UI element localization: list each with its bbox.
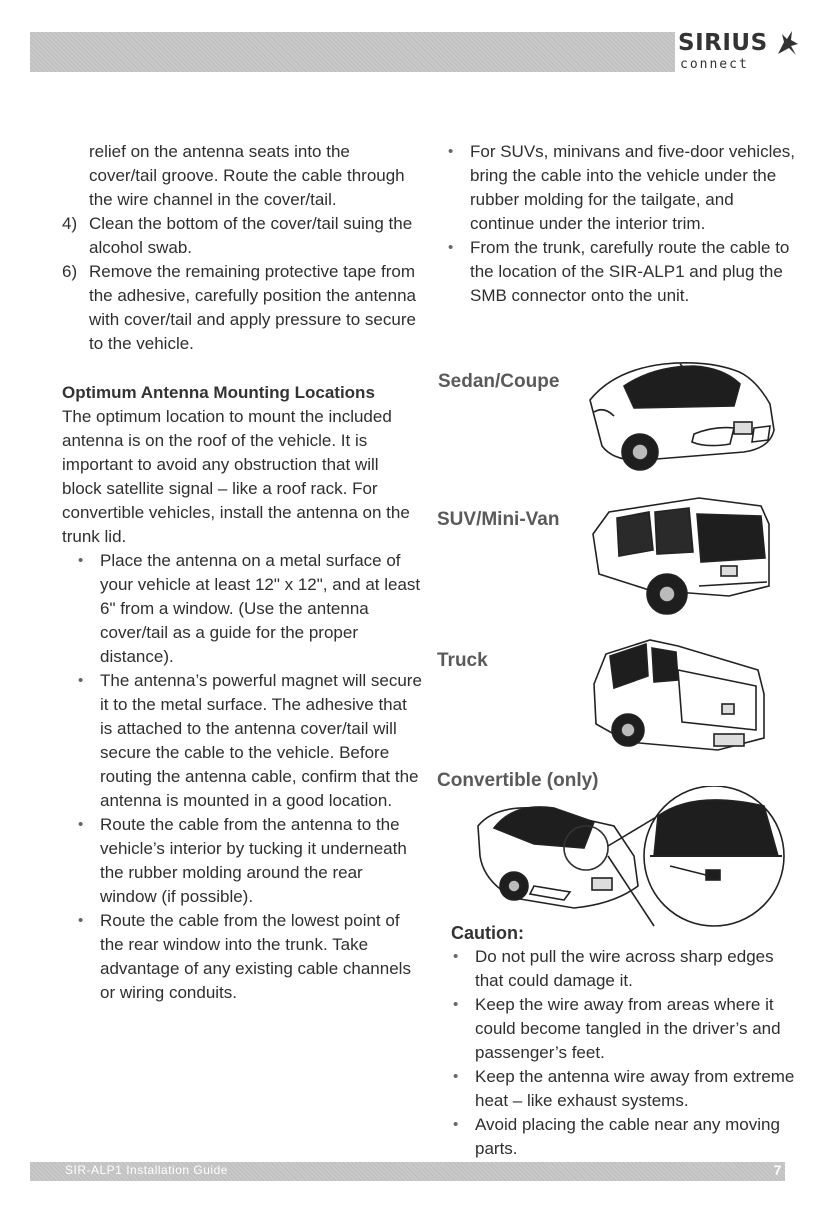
- caution-box: [451, 921, 796, 1161]
- bullet-item: • From the trunk, carefully route the cable to the location of the SIR-ALP1 and plug the SMB connector onto the unit.: [470, 236, 800, 308]
- logo-brand: SIRIUS: [678, 30, 768, 56]
- intro-paragraph: relief on the antenna seats into the cover/tail groove. Route the cable through the wire channel in the cover/tail.: [89, 142, 405, 209]
- truck-label: Truck: [437, 650, 488, 671]
- logo-sub: connect: [680, 57, 749, 72]
- step-number: 4): [62, 214, 78, 233]
- bullet-item: • For SUVs, minivans and five-door vehicles, bring the cable into the vehicle under the rubber molding for the tailgate, and continue under the interior trim.: [470, 140, 800, 236]
- sirius-connect-logo: [678, 26, 808, 74]
- step-number: 6): [62, 262, 78, 281]
- truck-illustration: [588, 634, 772, 764]
- section-heading: Optimum Antenna Mounting Locations: [62, 383, 375, 402]
- step-item: [62, 212, 422, 260]
- section-body: The optimum location to mount the included antenna is on the roof of the vehicle. It is important to avoid any obstruction that will block satellite signal – like a roof rack. For convertible vehicles, install the antenna on the trunk lid.: [62, 407, 410, 546]
- routing-bullets: [470, 140, 800, 308]
- bullet-item: • Keep the wire away from areas where it could become tangled in the driver’s and passenger’s feet.: [475, 993, 796, 1065]
- convertible-illustration: [474, 786, 790, 936]
- bullet-item: • Route the cable from the lowest point of the rear window into the trunk. Take advantage of any existing cable channels or wiring conduits.: [100, 909, 422, 1005]
- mounting-bullets: [62, 549, 422, 1005]
- caution-bullets: [451, 945, 796, 1161]
- sedan-label: Sedan/Coupe: [438, 371, 560, 392]
- step-text: Remove the remaining protective tape from the adhesive, carefully position the antenna with cover/tail and apply pressure to secure to the vehicle.: [89, 262, 417, 353]
- left-column: [62, 140, 422, 1005]
- bullet-item: • Place the antenna on a metal surface of your vehicle at least 12" x 12", and at least 6" from a window. (Use the antenna cover/tail as a guide for the proper distance).: [100, 549, 422, 669]
- header-bar: [30, 32, 675, 72]
- right-column: [470, 140, 800, 308]
- page-number: 7: [773, 1162, 782, 1178]
- suv-label: SUV/Mini-Van: [437, 509, 560, 530]
- footer-guide-title: SIR-ALP1 Installation Guide: [65, 1163, 228, 1177]
- step-text: Clean the bottom of the cover/tail suing the alcohol swab.: [89, 214, 413, 257]
- sedan-illustration: [584, 356, 780, 474]
- bullet-item: • Route the cable from the antenna to the vehicle’s interior by tucking it underneath the rubber molding around the rear window (if possible).: [100, 813, 422, 909]
- bullet-item: • The antenna’s powerful magnet will secure it to the metal surface. The adhesive that is attached to the antenna cover/tail will secure the cable to the vehicle. Before routing the antenna cable, confirm that the antenna is mounted in a good location.: [100, 669, 422, 813]
- bullet-item: • Do not pull the wire across sharp edges that could damage it.: [475, 945, 796, 993]
- sirius-dog-icon: [774, 28, 802, 58]
- caution-heading: Caution:: [451, 923, 524, 943]
- bullet-item: • Keep the antenna wire away from extreme heat – like exhaust systems.: [475, 1065, 796, 1113]
- convertible-label: Convertible (only): [437, 770, 599, 791]
- footer-bar: [30, 1162, 785, 1181]
- bullet-item: • Avoid placing the cable near any moving parts.: [475, 1113, 796, 1161]
- suv-illustration: [589, 494, 773, 620]
- step-item: [62, 260, 422, 356]
